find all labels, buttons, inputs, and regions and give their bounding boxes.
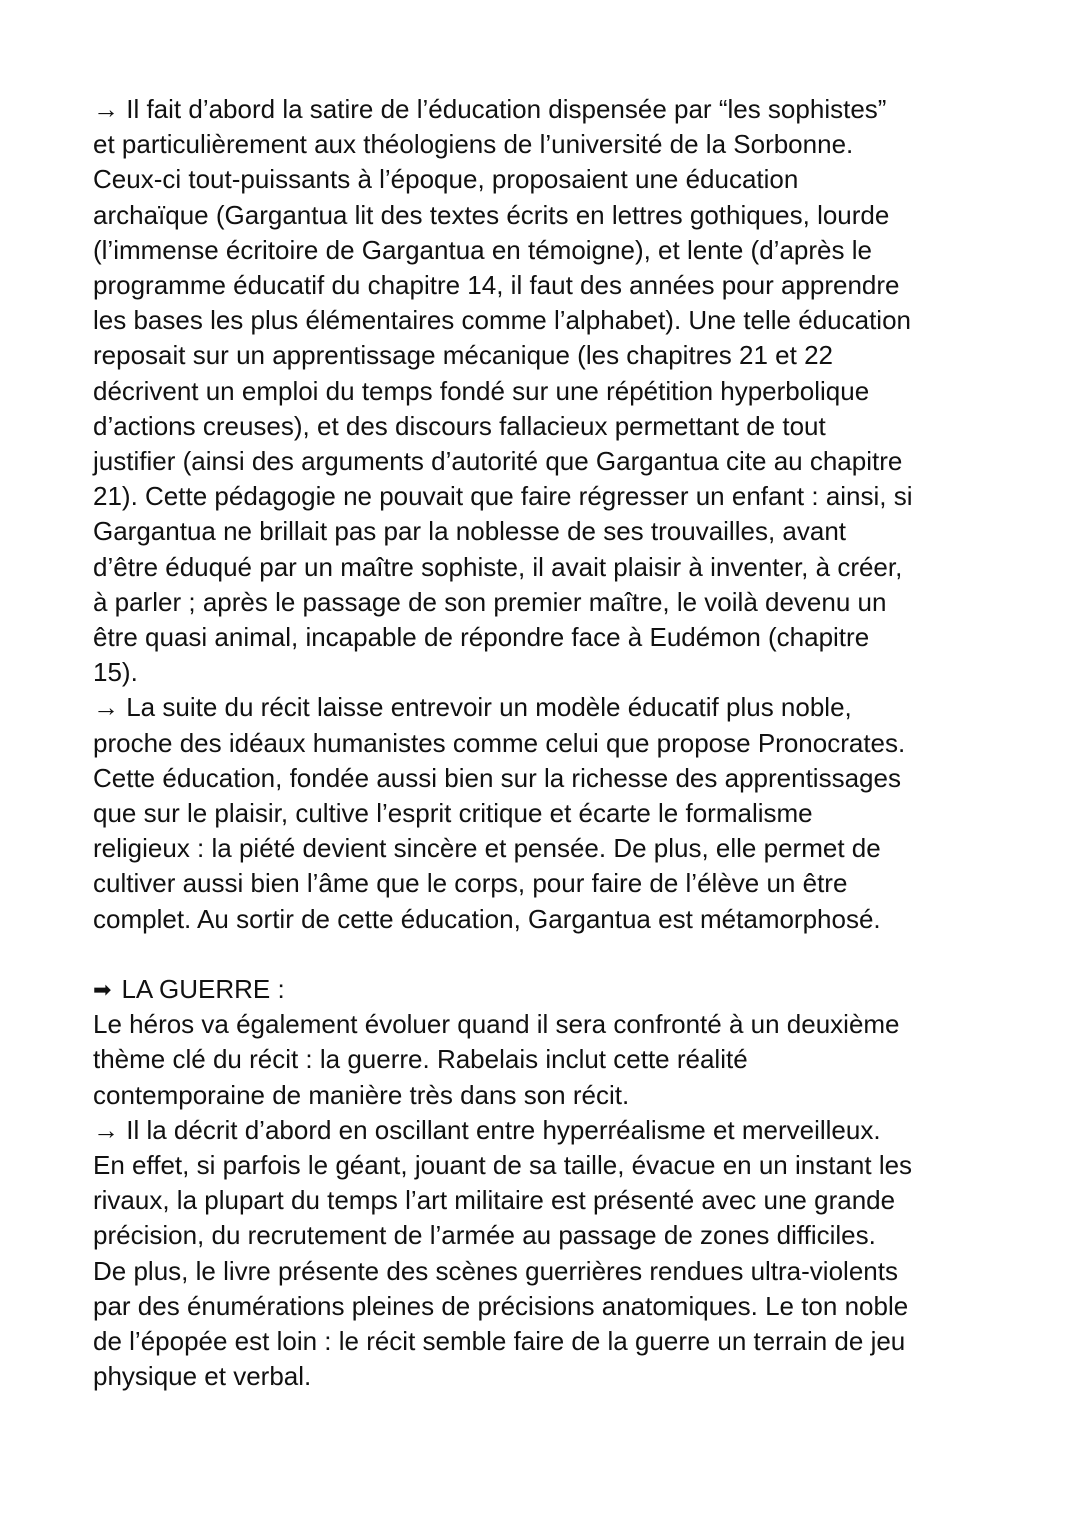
text-line: décrivent un emploi du temps fondé sur une répétition hyperbolique [93, 375, 870, 406]
right-arrow-icon: ➡ [93, 977, 112, 1003]
text-line: d’être éduqué par un maître sophiste, il avait plaisir à inventer, à créer, [93, 551, 903, 582]
text-line: être quasi animal, incapable de répondre face à Eudémon (chapitre [93, 622, 870, 653]
text-line: que sur le plaisir, cultive l’esprit critique et écarte le formalisme [93, 798, 813, 829]
humanist-education-paragraph [93, 690, 1003, 936]
text-line: Gargantua ne brillait pas par la noblesse de ses trouvailles, avant [93, 516, 846, 547]
section-heading [93, 972, 1003, 1007]
text-line: d’actions creuses), et des discours fallacieux permettant de tout [93, 410, 826, 441]
text-line: reposait sur un apprentissage mécanique (les chapitres 21 et 22 [93, 340, 833, 371]
text-line: rivaux, la plupart du temps l’art militaire est présenté avec une grande [93, 1185, 896, 1216]
text-line: les bases les plus élémentaires comme l’alphabet). Une telle éducation [93, 305, 911, 336]
text-line: à parler ; après le passage de son premier maître, le voilà devenu un [93, 586, 887, 617]
section-heading-text: LA GUERRE : [121, 974, 285, 1005]
text-line: religieux : la piété devient sincère et pensée. De plus, elle permet de [93, 833, 881, 864]
text-line: précision, du recrutement de l’armée au passage de zones difficiles. [93, 1220, 876, 1251]
text-line: thème clé du récit : la guerre. Rabelais inclut cette réalité [93, 1044, 748, 1075]
text-line: → Il fait d’abord la satire de l’éducation dispensée par “les sophistes” [93, 94, 887, 124]
text-line: complet. Au sortir de cette éducation, Gargantua est métamorphosé. [93, 903, 881, 934]
text-line: → La suite du récit laisse entrevoir un modèle éducatif plus noble, [93, 692, 852, 723]
text-line: de l’épopée est loin : le récit semble faire de la guerre un terrain de jeu [93, 1326, 906, 1357]
text-line: justifier (ainsi des arguments d’autorité que Gargantua cite au chapitre [93, 446, 903, 477]
war-description-paragraph [93, 1113, 1003, 1395]
text-line: Le héros va également évoluer quand il sera confronté à un deuxième [93, 1009, 900, 1040]
text-line: contemporaine de manière très dans son récit. [93, 1079, 630, 1110]
text-line: En effet, si parfois le géant, jouant de sa taille, évacue en un instant les [93, 1150, 913, 1181]
text-line: De plus, le livre présente des scènes guerrières rendues ultra-violents [93, 1255, 898, 1286]
document-page [93, 92, 1003, 1395]
text-line: archaïque (Gargantua lit des textes écrits en lettres gothiques, lourde [93, 199, 890, 230]
text-line: programme éducatif du chapitre 14, il faut des années pour apprendre [93, 270, 900, 301]
text-line: → Il la décrit d’abord en oscillant entre hyperréalisme et merveilleux. [93, 1114, 881, 1145]
text-line: Ceux-ci tout-puissants à l’époque, proposaient une éducation [93, 164, 799, 195]
text-line: (l’immense écritoire de Gargantua en témoigne), et lente (d’après le [93, 234, 872, 265]
text-line: Cette éducation, fondée aussi bien sur la richesse des apprentissages [93, 762, 901, 793]
text-line: 15). [93, 657, 138, 688]
text-line: par des énumérations pleines de précisions anatomiques. Le ton noble [93, 1290, 909, 1321]
text-line: cultiver aussi bien l’âme que le corps, pour faire de l’élève un être [93, 868, 848, 899]
paragraph-spacer [93, 937, 1003, 972]
text-line: proche des idéaux humanistes comme celui que propose Pronocrates. [93, 727, 906, 758]
text-line: 21). Cette pédagogie ne pouvait que faire régresser un enfant : ainsi, si [93, 481, 913, 512]
war-intro-paragraph [93, 1007, 1003, 1113]
text-line: physique et verbal. [93, 1361, 312, 1392]
education-satire-paragraph [93, 92, 1003, 690]
text-line: et particulièrement aux théologiens de l’université de la Sorbonne. [93, 129, 854, 160]
